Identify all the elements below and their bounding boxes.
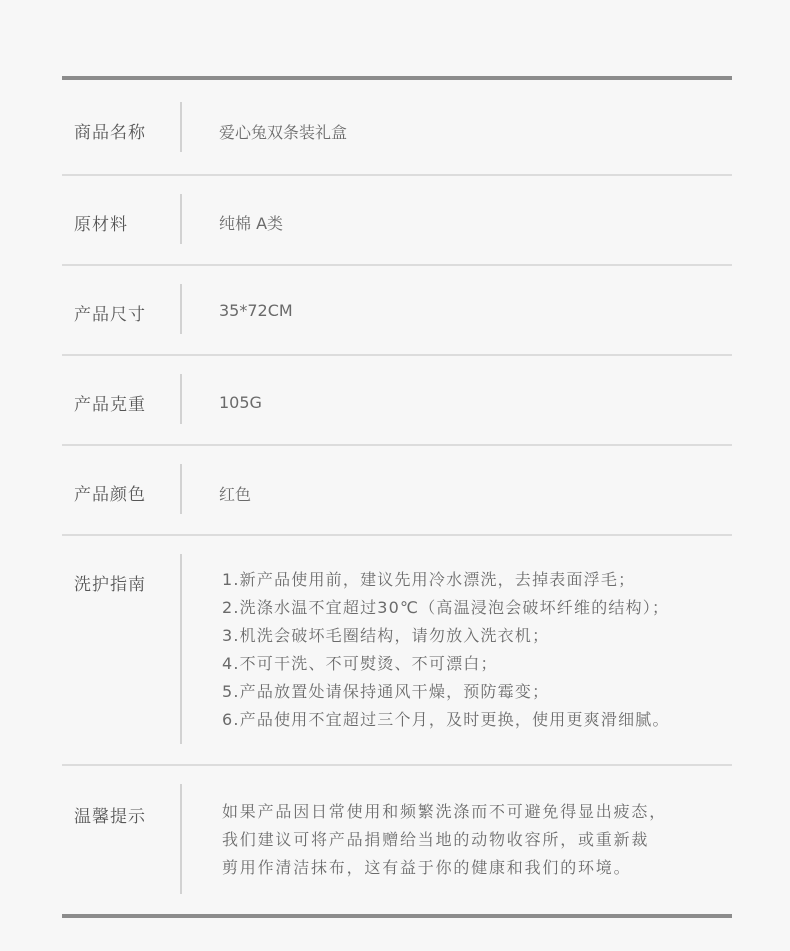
row-label: 商品名称: [74, 123, 146, 143]
column-divider: [180, 464, 182, 514]
row-value: 35*72CM: [219, 301, 293, 320]
row-value: 红色: [219, 485, 252, 504]
row-color: [62, 446, 732, 534]
row-material: [62, 176, 732, 264]
tips-line: 如果产品因日常使用和频繁洗涤而不可避免得显出疲态，: [222, 802, 668, 821]
row-product-name: [62, 80, 732, 174]
care-line: 2.洗涤水温不宜超过30℃（高温浸泡会破坏纤维的结构）；: [222, 598, 670, 617]
column-divider: [180, 784, 182, 894]
row-value: 爱心兔双条装礼盒: [219, 123, 348, 142]
row-label: 原材料: [74, 215, 128, 235]
row-care-guide: [62, 536, 732, 764]
bottom-rule: [62, 914, 732, 918]
column-divider: [180, 102, 182, 152]
care-line: 1.新产品使用前，建议先用冷水漂洗，去掉表面浮毛；: [222, 570, 636, 589]
row-label: 洗护指南: [74, 575, 146, 595]
column-divider: [180, 374, 182, 424]
column-divider: [180, 194, 182, 244]
care-line: 5.产品放置处请保持通风干燥，预防霉变；: [222, 682, 550, 701]
row-label: 产品克重: [74, 395, 146, 415]
row-value: 105G: [219, 393, 262, 412]
row-label: 产品颜色: [74, 485, 146, 505]
row-tips: [62, 766, 732, 914]
care-instructions: [222, 566, 670, 734]
row-size: [62, 266, 732, 354]
tips-text: [222, 798, 667, 882]
row-label: 产品尺寸: [74, 305, 146, 325]
care-line: 3.机洗会破坏毛圈结构，请勿放入洗衣机；: [222, 626, 550, 645]
row-label: 温馨提示: [74, 807, 146, 827]
tips-line: 我们建议可将产品捐赠给当地的动物收容所，或重新裁: [222, 830, 650, 849]
product-spec-table: [62, 76, 732, 918]
row-value: 纯棉 A类: [219, 214, 284, 233]
column-divider: [180, 554, 182, 744]
column-divider: [180, 284, 182, 334]
tips-line: 剪用作清洁抹布，这有益于你的健康和我们的环境。: [222, 858, 632, 877]
care-line: 4.不可干洗、不可熨烫、不可漂白；: [222, 654, 498, 673]
row-weight: [62, 356, 732, 444]
care-line: 6.产品使用不宜超过三个月，及时更换，使用更爽滑细腻。: [222, 710, 670, 729]
